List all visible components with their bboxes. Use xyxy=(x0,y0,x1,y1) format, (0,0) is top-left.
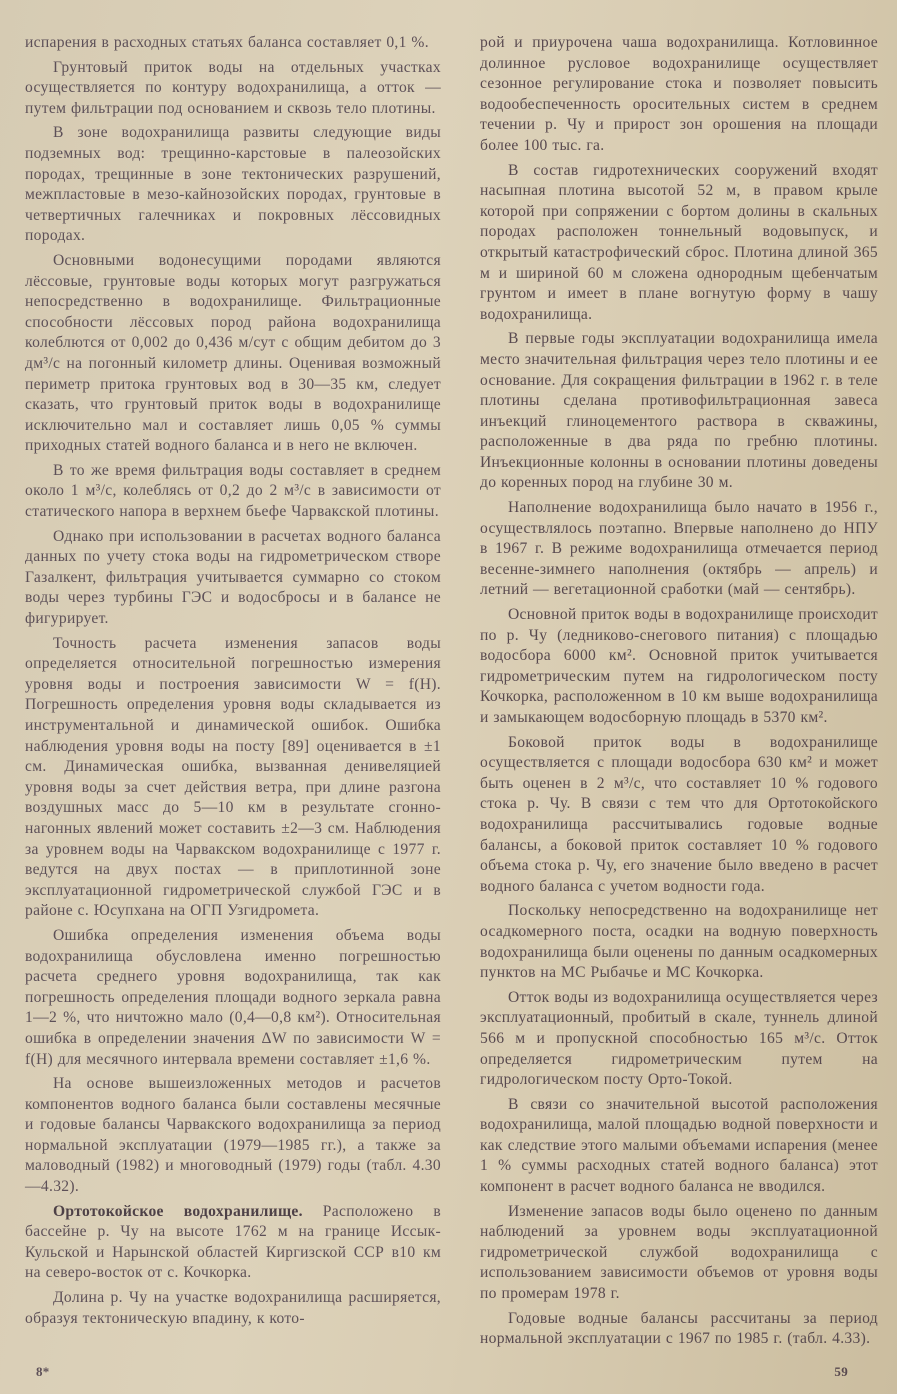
paragraph: В первые годы эксплуатации водохранилища имела место значительная фильтрация через тело плотины и ее основание. Для сокращения фильтрации в 1962 г. в теле плотины сделана противофильтрационная завеса инъекций глиноцементого раствора в скважины, расположенные в два ряда по гребню плотины. Инъекционные колонны в основании плотины доведены до коренных пород на глубине 30 м. xyxy=(480,330,878,492)
left-column-text xyxy=(25,33,441,1333)
paragraph: Поскольку непосредственно на водохранилище нет осадкомерного поста, осадки на водную поверхность водохранилища были оценены по данным осадкомерных пунктов на МС Рыбачье и МС Кочкорка. xyxy=(480,902,878,982)
paragraph: Основной приток воды в водохранилище происходит по р. Чу (ледниково-снегового питания) с площадью водосбора 6000 км². Основной приток учитывается гидрометрическим путем на гидрологическом посту Кочкорка, расположенном в 10 км выше водохранилища и замыкающем водосборную площадь в 5370 км². xyxy=(480,606,878,726)
right-column xyxy=(480,33,878,1380)
section-paragraph xyxy=(25,1202,441,1284)
paragraph: Грунтовый приток воды на отдельных участках осуществляется по контуру водохранилища, а отток — путем фильтрации под основанием и сквозь тело плотины. xyxy=(25,58,441,117)
page-number: 59 xyxy=(834,1363,848,1379)
paragraph: Однако при использовании в расчетах водного баланса данных по учету стока воды на гидрометрическом створе Газалкент, фильтрация учитывается суммарно со стоком воды через турбины ГЭС и водосбросы и в балансе не фигурирует. xyxy=(25,527,441,628)
paragraph: Основными водонесущими породами являются лёссовые, грунтовые воды которых могут разгружаться непосредственно в водохранилище. Фильтрационные способности лёссовых пород района водохранилища колеблются от 0,002 до 0,436 м/сут с общим дебитом до 3 дм³/с на погонный километр длины. Оценивая возможный периметр притока грунтовых вод в 30—35 км, следует сказать, что грунтовый приток воды в водохранилище исключительно мал и составляет лишь 0,05 % суммы приходных статей водного баланса и в него не включен. xyxy=(25,251,441,455)
paragraph: Боковой приток воды в водохранилище осуществляется с площади водосбора 630 км² и может быть оценен в 2 м³/с, что составляет 10 % годового стока р. Чу. В связи с тем что для Ортотокойского водохранилища рассчитывались годовые водные балансы, а боковой приток составляет 10 % годового объема стока р. Чу, его значение было введено в расчет водного баланса с учетом водности года. xyxy=(480,733,878,895)
paragraph: испарения в расходных статьях баланса составляет 0,1 %. xyxy=(25,34,429,51)
section-heading: Ортотокойское водохранилище. xyxy=(53,1202,303,1220)
paragraph: В зоне водохранилища развиты следующие виды подземных вод: трещинно-карстовые в палеозойских породах, трещинные в зоне тектонических разрушений, межпластовые в мезо-кайнозойских породах, грунтовые в четвертичных галечниках и покровных лёссовидных породах. xyxy=(25,124,441,245)
paragraph: Изменение запасов воды было оценено по данным наблюдений за уровнем воды эксплуатационной гидрометрической службой водохранилища с использованием зависимости объемов от уровня воды по промерам 1978 г. xyxy=(480,1202,878,1303)
paragraph: Ошибка определения изменения объема воды водохранилища обусловлена именно погрешностью расчета среднего уровня водохранилища, так как погрешность определения площади водного зеркала равна 1—2 %, что ничтожно мало (0,4—0,8 км²). Относительная ошибка в определении значения ΔW по зависимости W = f(H) для месячного интервала времени составляет ±1,6 %. xyxy=(25,926,441,1068)
paragraph: Долина р. Чу на участке водохранилища расширяется, образуя тектоническую впадину, к кото- xyxy=(25,1289,441,1327)
right-column-text xyxy=(480,33,878,1354)
paragraph: рой и приурочена чаша водохранилища. Котловинное долинное русловое водохранилище осуществляет сезонное регулирование стока и позволяет повысить водообеспеченность оросительных систем в среднем течении р. Чу и прирост зон орошения на площади более 100 тыс. га. xyxy=(480,34,878,154)
paragraph: На основе вышеизложенных методов и расчетов компонентов водного баланса были составлены месячные и годовые балансы Чарвакского водохранилища за период нормальной эксплуатации (1979—1985 гг.), а также за маловодный (1982) и многоводный (1979) годы (табл. 4.30—4.32). xyxy=(25,1075,441,1196)
paragraph: В то же время фильтрация воды составляет в среднем около 1 м³/с, колеблясь от 0,2 до 2 м³/с в зависимости от статического напора в верхнем бьефе Чарвакской плотины. xyxy=(25,461,441,521)
paragraph: Отток воды из водохранилища осуществляется через эксплуатационный, пробитый в скале, туннель длиной 566 м и пропускной способностью 165 м³/с. Отток определяется гидрометрическим путем на гидрологическом посту Орто-Токой. xyxy=(480,988,878,1089)
paragraph: В связи со значительной высотой расположения водохранилища, малой площадью водной поверхности и как следствие этого малыми объемами испарения (менее 1 % суммы расходных статей водного баланса) этот компонент в расчет водного баланса не вводился. xyxy=(480,1095,878,1196)
signature-mark: 8* xyxy=(36,1363,50,1379)
left-column xyxy=(25,33,441,1380)
paragraph: Точность расчета изменения запасов воды определяется относительной погрешностью измерения уровня воды и построения зависимости W = f(H). Погрешность определения уровня воды складывается из инструментальной и динамической ошибок. Ошибка наблюдения уровня воды на посту [89] оценивается в ±1 см. Динамическая ошибка, вызванная денивеляцией уровня воды за счет действия ветра, при длине разгона воздушных масс до 5—10 км в результате сгонно-нагонных явлений может составить ±2—3 см. Наблюдения за уровнем воды на Чарвакском водохранилище с 1977 г. ведутся на двух постах — в приплотинной зоне эксплуатационной гидрометрической службой ГЭС и в районе с. Юсупхана на ОГП Узгидромета. xyxy=(25,634,441,920)
paragraph: Наполнение водохранилища было начато в 1956 г., осуществлялось поэтапно. Впервые наполнено до НПУ в 1967 г. В режиме водохранилища отмечается период весенне-зимнего наполнения (октябрь — апрель) и летний — вегетационной сработки (май — сентябрь). xyxy=(480,499,878,599)
paragraph: В состав гидротехнических сооружений входят насыпная плотина высотой 52 м, в правом крыле которой при сопряжении с бортом долины в скальных породах расположен тоннельный водовыпуск, и открытый катастрофический сброс. Плотина длиной 365 м и шириной 60 м сложена однородным щебенчатым грунтом и имеет в плане вогнутую форму в чашу водохранилища. xyxy=(480,161,878,323)
paragraph: Годовые водные балансы рассчитаны за период нормальной эксплуатации с 1967 по 1985 г. (табл. 4.33). xyxy=(480,1309,878,1348)
section-text: Расположено в бассейне р. Чу на высоте 1762 м на границе Иссык-Кульской и Нарынской областей Киргизской ССР в10 км на северо-восток от с. Кочкорка. xyxy=(25,1202,441,1282)
